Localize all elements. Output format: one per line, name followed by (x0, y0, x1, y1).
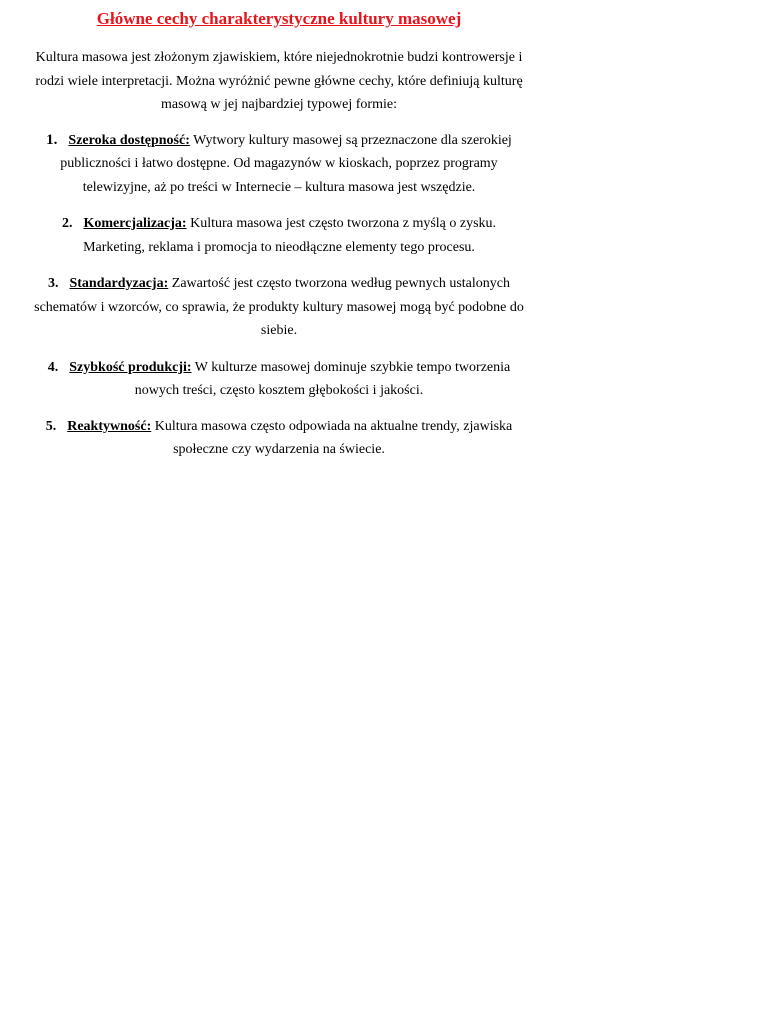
list-item-number: 2. (61, 216, 73, 231)
list-item (30, 272, 528, 343)
list-item-number: 4. (47, 359, 59, 375)
list-item-text: Zawartość jest często tworzona według pewnych ustalonych schematów i wzorców, co sprawia, że produkty kultury masowej mogą być podobne do siebie. (34, 276, 524, 338)
list-item-term: Standardyzacja: (69, 276, 169, 291)
list-item-term: Szybkość produkcji: (69, 359, 192, 375)
list-item (30, 356, 528, 403)
list-item (30, 129, 528, 200)
list-item-term: Reaktywność: (67, 418, 152, 434)
list-item-text: Wytwory kultury masowej są przeznaczone dla szerokiej publiczności i łatwo dostępne. Od magazynów w kioskach, poprzez programy telewizyjne, aż po treści w Internecie – kultura masowa jest wszędzie. (60, 132, 512, 195)
list-item-term: Komercjalizacja: (83, 216, 187, 231)
list-item-text: Kultura masowa jest często tworzona z myślą o zysku. Marketing, reklama i promocja to nieodłączne elementy tego procesu. (83, 216, 497, 255)
list-item-number: 1. (46, 131, 58, 148)
list-item-term: Szeroka dostępność: (68, 132, 190, 148)
list-item-text: W kulturze masowej dominuje szybkie tempo tworzenia nowych treści, często kosztem głębokości i jakości. (134, 359, 511, 398)
list-item (30, 212, 528, 259)
document-body (30, 8, 528, 462)
document-title: Główne cechy charakterystyczne kultury masowej (96, 9, 462, 28)
list-item (30, 415, 528, 462)
list-item-number: 3. (47, 276, 59, 291)
list-item-text: Kultura masowa często odpowiada na aktualne trendy, zjawiska społeczne czy wydarzenia na świecie. (154, 418, 513, 457)
intro-paragraph: Kultura masowa jest złożonym zjawiskiem, które niejednokrotnie budzi kontrowersje i rodzi wiele interpretacji. Można wyróżnić pewne główne cechy, które definiują kulturę masową w jej najbardziej typowej formie: (35, 50, 523, 112)
list-item-number: 5. (45, 418, 57, 434)
